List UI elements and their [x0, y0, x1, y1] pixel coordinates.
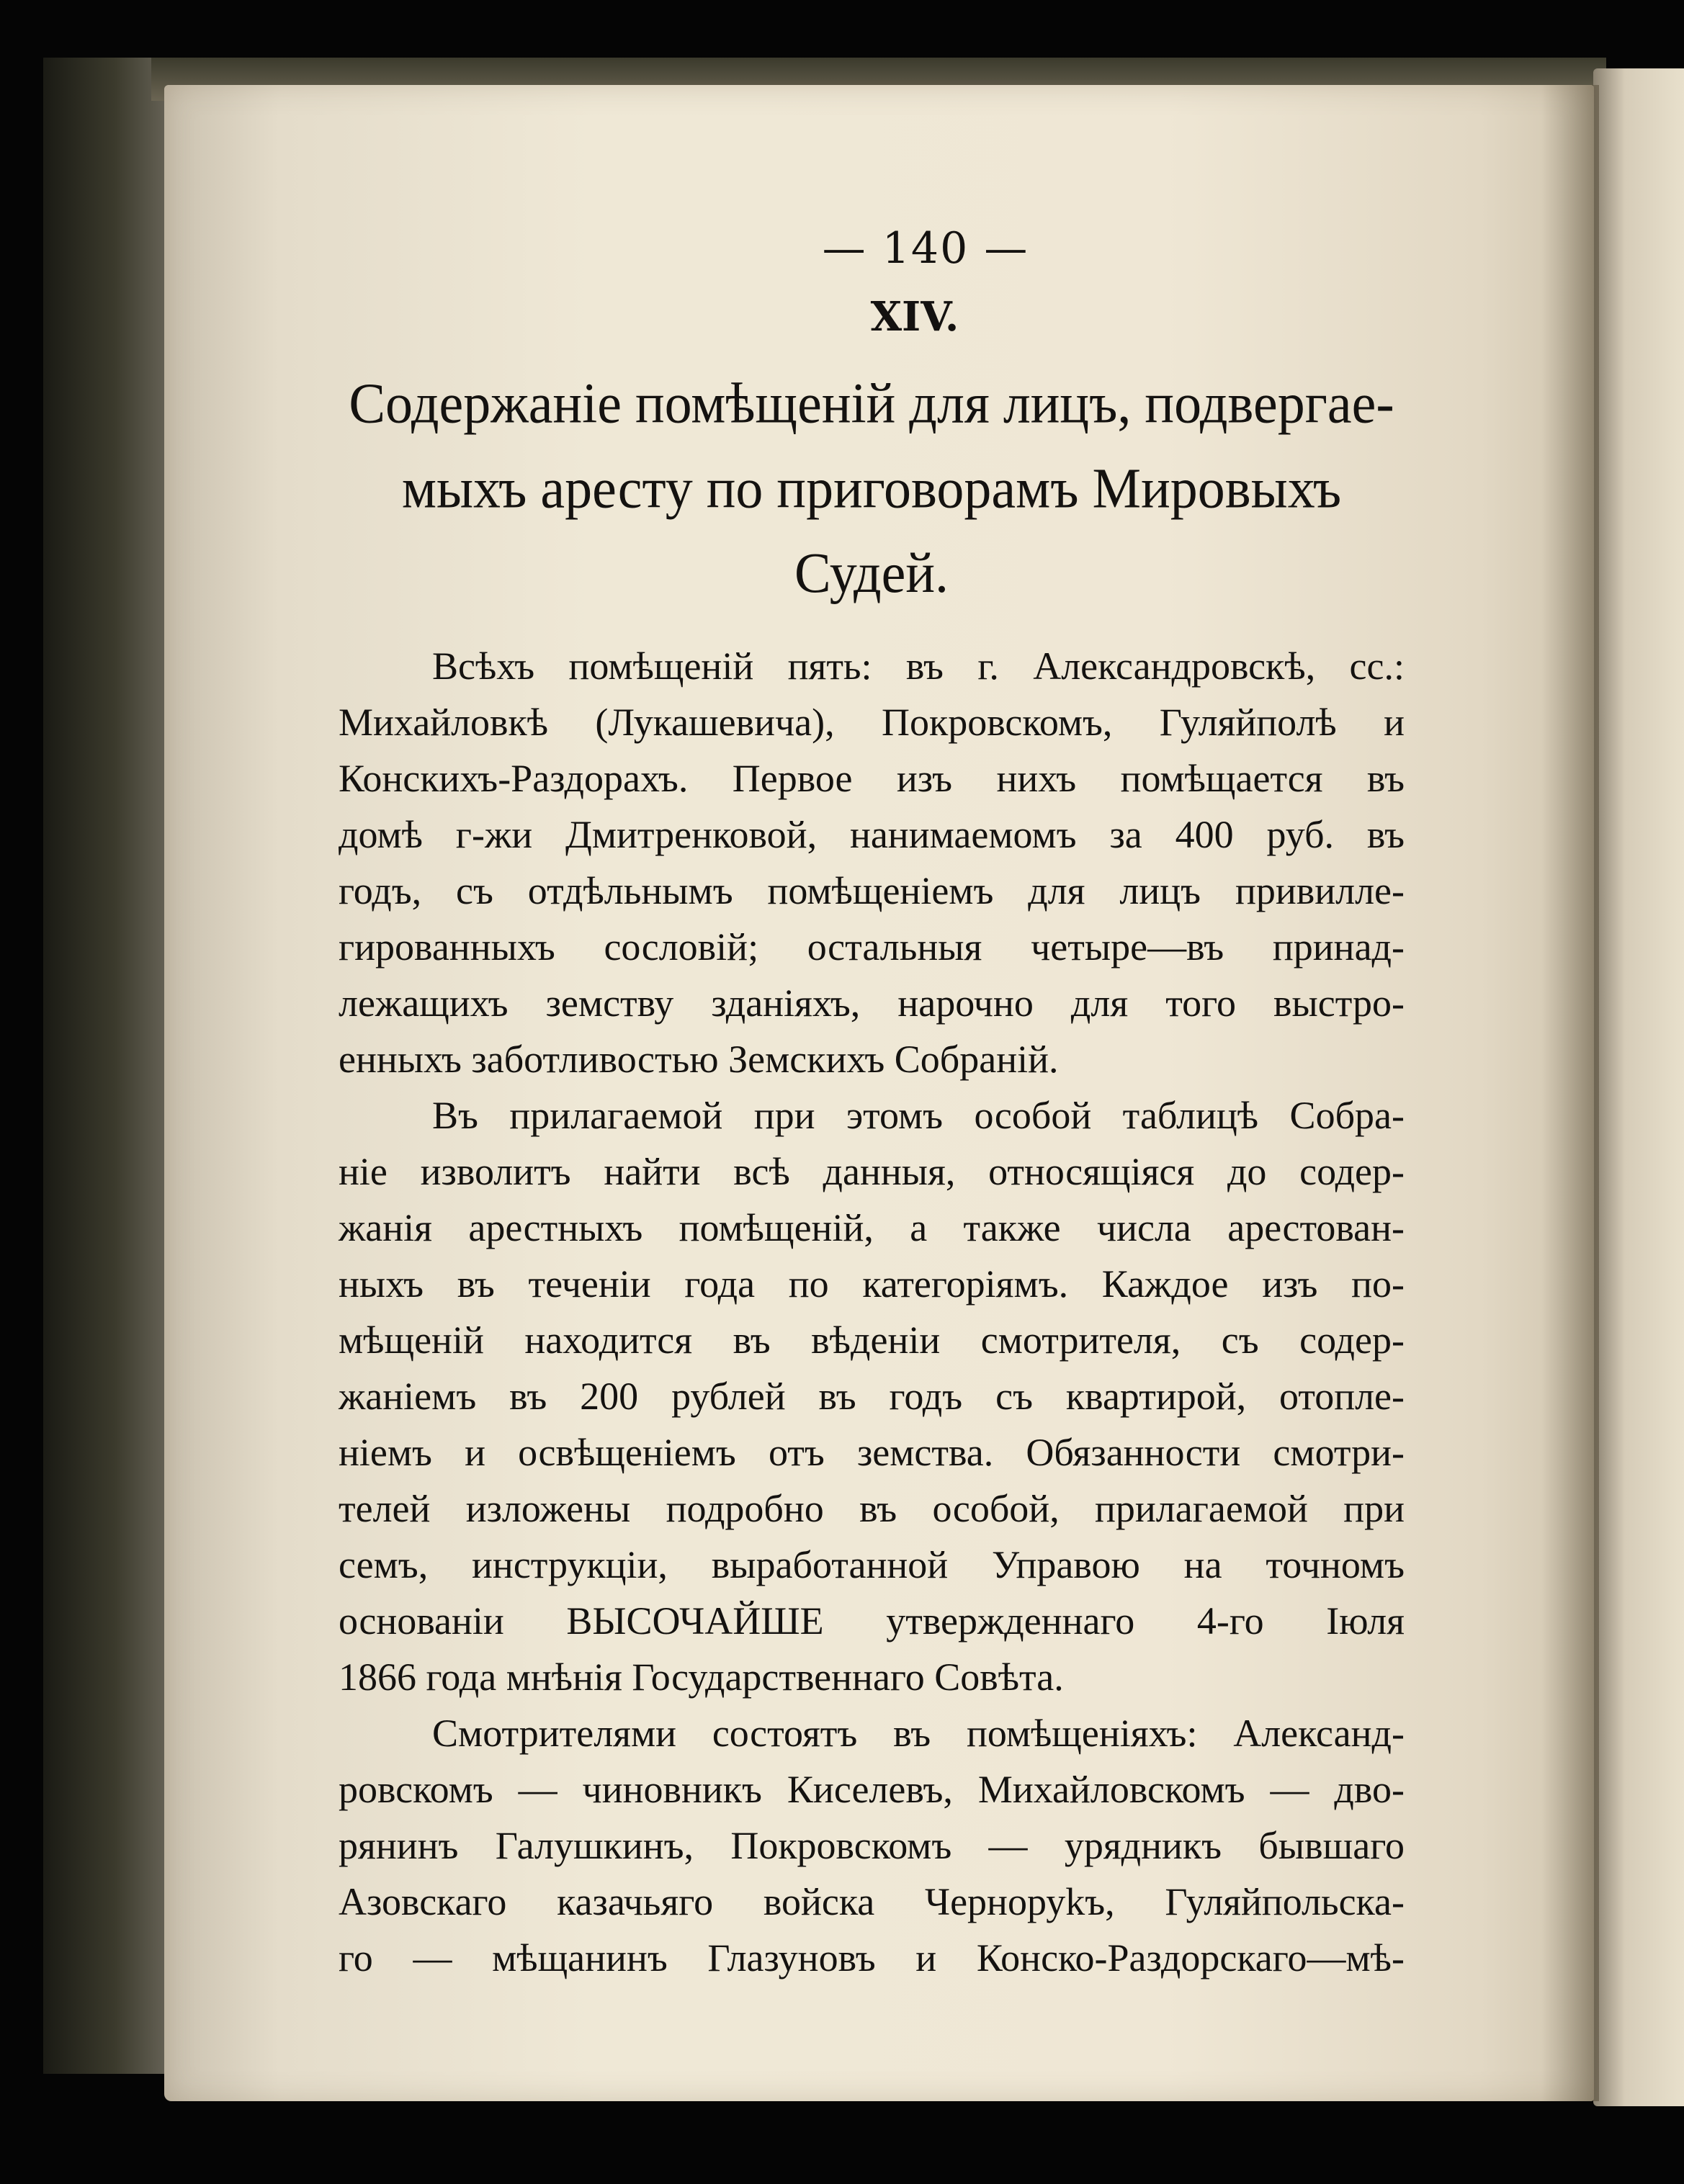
- text-line: телей изложены подробно въ особой, прилагаемой при: [339, 1487, 1405, 1530]
- text-line: ніемъ и освѣщеніемъ отъ земства. Обязанности смотри-: [339, 1431, 1405, 1474]
- text-line: мѣщеній находится въ вѣденіи смотрителя, съ содер-: [339, 1318, 1405, 1362]
- paragraph-3: [339, 1705, 1405, 1986]
- text-line: семъ, инструкціи, выработанной Управою на точномъ: [339, 1543, 1405, 1586]
- section-number: XIV.: [870, 293, 959, 341]
- text-line: основаніи ВЫСОЧАЙШЕ утвержденнаго 4-го Іюля: [339, 1599, 1405, 1643]
- text-line: домѣ г-жи Дмитренковой, нанимаемомъ за 400 руб. въ: [339, 813, 1405, 856]
- facing-page-edge: [1593, 68, 1684, 2106]
- text-line: го — мѣщанинъ Глазуновъ и Конско-Раздорскаго—мѣ-: [339, 1936, 1405, 1979]
- text-line: Михайловкѣ (Лукашевича), Покровскомъ, Гуляйполѣ и: [339, 701, 1405, 744]
- heading-line: мыхъ аресту по приговорамъ Мировыхъ: [401, 456, 1342, 521]
- text-line: гированныхъ сословій; остальныя четыре—въ принад-: [339, 925, 1405, 969]
- text-line: жанія арестныхъ помѣщеній, а также числа арестован-: [339, 1206, 1405, 1249]
- page-text: [339, 216, 1405, 1986]
- text-line: ровскомъ — чиновникъ Киселевъ, Михайловскомъ — дво-: [339, 1768, 1405, 1811]
- text-line: енныхъ заботливостью Земскихъ Собраній.: [339, 1038, 1059, 1081]
- text-line: рянинъ Галушкинъ, Покровскомъ — урядникъ бывшаго: [339, 1824, 1405, 1867]
- text-line: годъ, съ отдѣльнымъ помѣщеніемъ для лицъ привилле-: [339, 869, 1405, 912]
- text-line: 1866 года мнѣнія Государственнаго Совѣта.: [339, 1655, 1064, 1699]
- page-gutter-shadow: [1541, 85, 1599, 2101]
- text-line: Всѣхъ помѣщеній пять: въ г. Александровскѣ, сс.:: [432, 644, 1405, 688]
- text-line: Въ прилагаемой при этомъ особой таблицѣ Собра-: [432, 1094, 1405, 1137]
- text-line: ныхъ въ теченіи года по категоріямъ. Каждое изъ по-: [339, 1262, 1405, 1306]
- text-line: лежащихъ земству зданіяхъ, нарочно для того выстро-: [339, 981, 1405, 1025]
- heading-line: Содержаніе помѣщеній для лицъ, подвергае-: [349, 372, 1394, 436]
- section-heading: [339, 361, 1405, 616]
- paragraph-2: [339, 1087, 1405, 1705]
- page-number: — 140 —: [822, 223, 1029, 274]
- text-line: Азовскаго казачьяго войска Черноруkъ, Гуляйпольска-: [339, 1880, 1405, 1923]
- text-line: ніе изволитъ найти всѣ данныя, относящіяся до содер-: [339, 1150, 1405, 1193]
- text-line: Конскихъ-Раздорахъ. Первое изъ нихъ помѣщается въ: [339, 757, 1405, 800]
- text-line: Смотрителями состоятъ въ помѣщеніяхъ: Александ-: [432, 1712, 1405, 1755]
- paragraph-1: [339, 638, 1405, 1087]
- heading-line: Судей.: [794, 541, 949, 605]
- book-spine: [43, 58, 173, 2074]
- text-line: жаніемъ въ 200 рублей въ годъ съ квартирой, отопле-: [339, 1375, 1405, 1418]
